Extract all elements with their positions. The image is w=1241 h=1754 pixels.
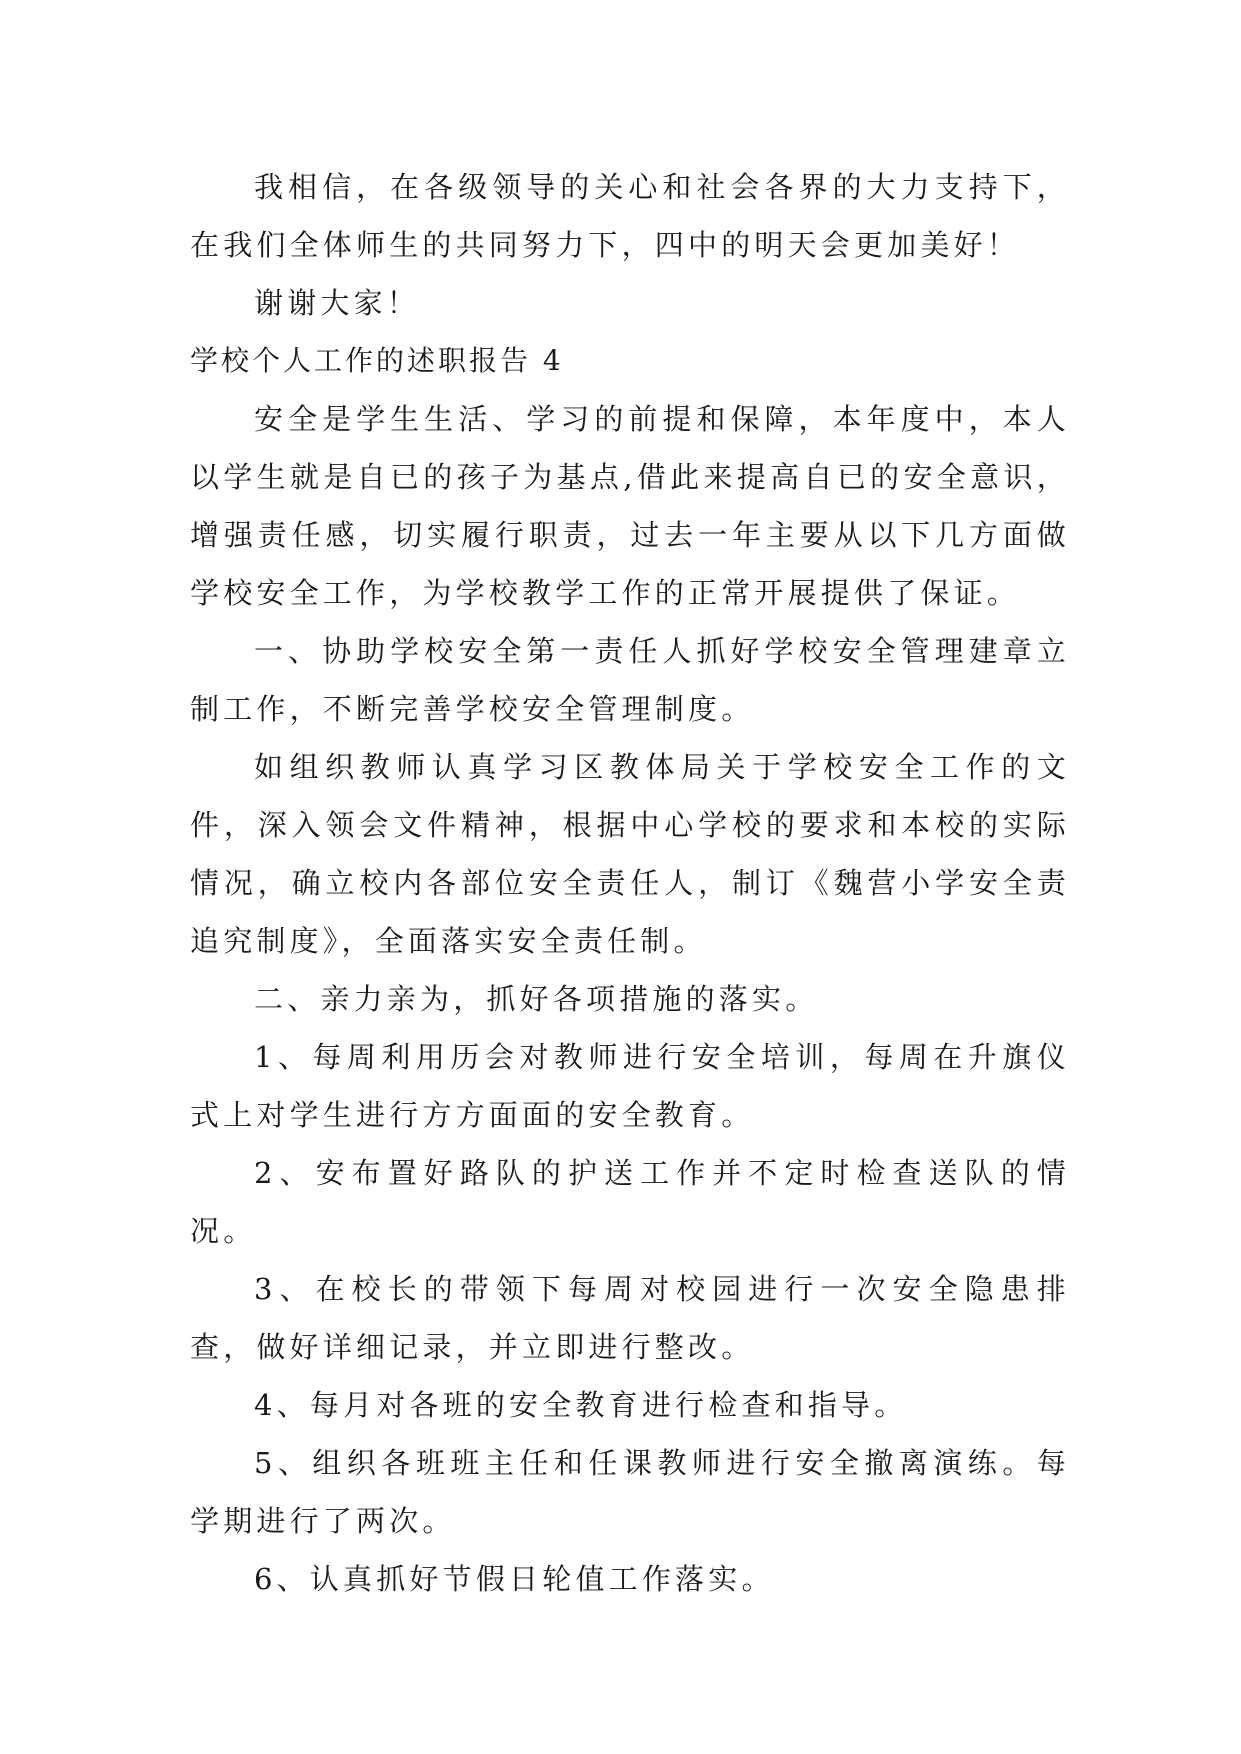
paragraph-intro: 安全是学生生活、学习的前提和保障，本年度中，本人以学生就是自已的孩子为基点,借此来提高自已的安全意识，增强责任感，切实履行职责，过去一年主要从以下几方面做学校安全工作，为学校教学工作的正常开展提供了保证。 — [190, 402, 1070, 610]
paragraph-point-two: 二、亲力亲为，抓好各项措施的落实。 — [254, 982, 819, 1016]
paragraph-closing-belief: 我相信，在各级领导的关心和社会各界的大力支持下，在我们全体师生的共同努力下，四中的明天会更加美好！ — [190, 170, 1070, 262]
paragraph-point-one: 一、协助学校安全第一责任人抓好学校安全管理建章立制工作，不断完善学校安全管理制度。 — [190, 634, 1070, 726]
list-item-2: 2、安布置好路队的护送工作并不定时检查送队的情况。 — [190, 1156, 1070, 1248]
list-item-4: 4、每月对各班的安全教育进行检查和指导。 — [254, 1388, 908, 1422]
document-body — [190, 158, 1070, 1608]
list-item-1: 1、每周利用历会对教师进行安全培训，每周在升旗仪式上对学生进行方方面面的安全教育。 — [190, 1040, 1070, 1132]
list-item-3: 3、在校长的带领下每周对校园进行一次安全隐患排查，做好详细记录，并立即进行整改。 — [190, 1272, 1070, 1364]
list-item-5: 5、组织各班班主任和任课教师进行安全撤离演练。每学期进行了两次。 — [190, 1446, 1070, 1538]
list-item-6: 6、认真抓好节假日轮值工作落实。 — [254, 1562, 775, 1596]
section-title: 学校个人工作的述职报告 4 — [190, 344, 564, 377]
paragraph-thanks: 谢谢大家！ — [254, 286, 421, 320]
paragraph-point-one-detail: 如组织教师认真学习区教体局关于学校安全工作的文件，深入领会文件精神，根据中心学校的要求和本校的实际情况，确立校内各部位安全责任人，制订《魏营小学安全责追究制度》，全面落实安全责任制。 — [190, 750, 1070, 958]
